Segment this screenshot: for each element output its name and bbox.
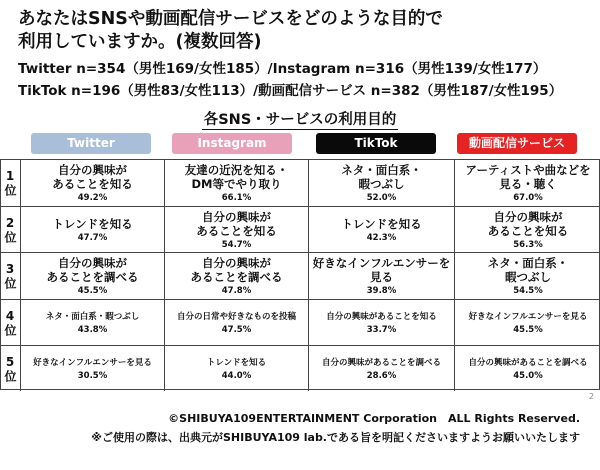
cell-tiktok-rank-5 (309, 346, 455, 391)
cell-twitter-rank-3 (21, 253, 165, 300)
percentage: 28.6% (366, 370, 397, 381)
cell-twitter-rank-4 (21, 300, 165, 346)
sample-size-line-1: Twitter n=354（男性169/女性185）/Instagram n=316（男性139/女性177） (18, 61, 547, 77)
cell-instagram-rank-3 (165, 253, 309, 300)
percentage: 56.3% (513, 239, 543, 250)
title-line-1: あなたはSNSや動画配信サービスをどのような目的で (18, 9, 443, 29)
purpose-label: ネタ・面白系・ 暇つぶし (487, 256, 569, 284)
percentage: 30.5% (77, 370, 108, 381)
percentage: 33.7% (366, 324, 397, 335)
rank-label: 3位 (1, 253, 21, 300)
percentage: 49.2% (77, 193, 108, 203)
cell-twitter-rank-1 (21, 160, 165, 207)
purpose-label: 好きなインフルエンサーを見る (33, 357, 152, 368)
cell-twitter-rank-2 (21, 207, 165, 253)
ranking-table (0, 159, 600, 390)
purpose-label: 自分の興味が あることを調べる (190, 256, 283, 284)
page-title (18, 8, 443, 54)
header-video-service: 動画配信サービス (457, 133, 577, 154)
percentage: 39.8% (366, 286, 397, 296)
percentage: 66.1% (221, 193, 252, 203)
cell-video-service-rank-3 (455, 253, 600, 300)
cell-video-service-rank-2 (455, 207, 600, 253)
section-title-text: 各SNS・サービスの利用目的 (203, 112, 397, 128)
cell-tiktok-rank-3 (309, 253, 455, 300)
percentage: 42.3% (366, 232, 397, 243)
cell-instagram-rank-4 (165, 300, 309, 346)
purpose-label: 自分の興味が あることを知る (487, 209, 569, 238)
purpose-label: トレンドを知る (206, 357, 267, 368)
rank-label: 4位 (1, 300, 21, 346)
purpose-label: 好きなインフルエンサーを 見る (312, 256, 451, 284)
section-title (0, 108, 600, 129)
purpose-label: 好きなインフルエンサーを見る (468, 311, 588, 322)
purpose-label: 自分の興味があることを調べる (468, 357, 588, 368)
rank-label: 2位 (1, 207, 21, 253)
percentage: 44.0% (221, 370, 252, 381)
cell-video-service-rank-5 (455, 346, 600, 391)
percentage: 47.5% (221, 324, 252, 335)
purpose-label: 自分の日常や好きなものを投稿 (176, 311, 296, 322)
copyright: ©SHIBUYA109ENTERTAINMENT Corporation ALL Rights Reserved. (168, 412, 580, 425)
percentage: 43.8% (77, 324, 108, 335)
percentage: 47.7% (77, 232, 108, 243)
cell-instagram-rank-2 (165, 207, 309, 253)
purpose-label: トレンドを知る (52, 216, 133, 231)
percentage: 47.8% (221, 286, 252, 296)
percentage: 45.5% (77, 286, 108, 296)
purpose-label: ネタ・面白系・ 暇つぶし (341, 163, 422, 191)
percentage: 67.0% (513, 193, 543, 203)
purpose-label: 自分の興味があることを調べる (321, 357, 441, 368)
purpose-label: トレンドを知る (341, 216, 422, 231)
cell-video-service-rank-4 (455, 300, 600, 346)
purpose-label: 自分の興味があることを知る (326, 311, 437, 322)
percentage: 45.0% (513, 370, 543, 381)
percentage: 45.5% (513, 324, 543, 335)
page-number: 2 (588, 392, 594, 401)
rank-label: 5位 (1, 346, 21, 391)
cell-tiktok-rank-4 (309, 300, 455, 346)
sample-size-line-2: TikTok n=196（男性83/女性113）/動画配信サービス n=382（男性187/女性195） (18, 83, 563, 99)
header-instagram: Instagram (172, 133, 292, 154)
purpose-label: 自分の興味が あることを調べる (46, 256, 139, 284)
purpose-label: 自分の興味が あることを知る (52, 163, 133, 191)
percentage: 54.7% (221, 239, 252, 250)
purpose-label: 友達の近況を知る・ DM等でやり取り (184, 163, 289, 191)
cell-tiktok-rank-1 (309, 160, 455, 207)
purpose-label: ネタ・面白系・暇つぶし (45, 311, 140, 322)
header-twitter: Twitter (31, 133, 151, 154)
cell-video-service-rank-1 (455, 160, 600, 207)
usage-notice: ※ご使用の際は、出典元がSHIBUYA109 lab.である旨を明記くださいますようお願いいたします (91, 431, 580, 444)
rank-label: 1位 (1, 160, 21, 207)
cell-tiktok-rank-2 (309, 207, 455, 253)
cell-instagram-rank-5 (165, 346, 309, 391)
percentage: 52.0% (366, 193, 397, 203)
header-tiktok: TikTok (316, 133, 436, 154)
cell-instagram-rank-1 (165, 160, 309, 207)
title-line-2: 利用していますか。(複数回答) (18, 32, 262, 52)
cell-twitter-rank-5 (21, 346, 165, 391)
percentage: 54.5% (513, 286, 543, 296)
purpose-label: 自分の興味が あることを知る (196, 209, 277, 238)
purpose-label: アーティストや曲などを 見る・聴く (465, 163, 591, 191)
